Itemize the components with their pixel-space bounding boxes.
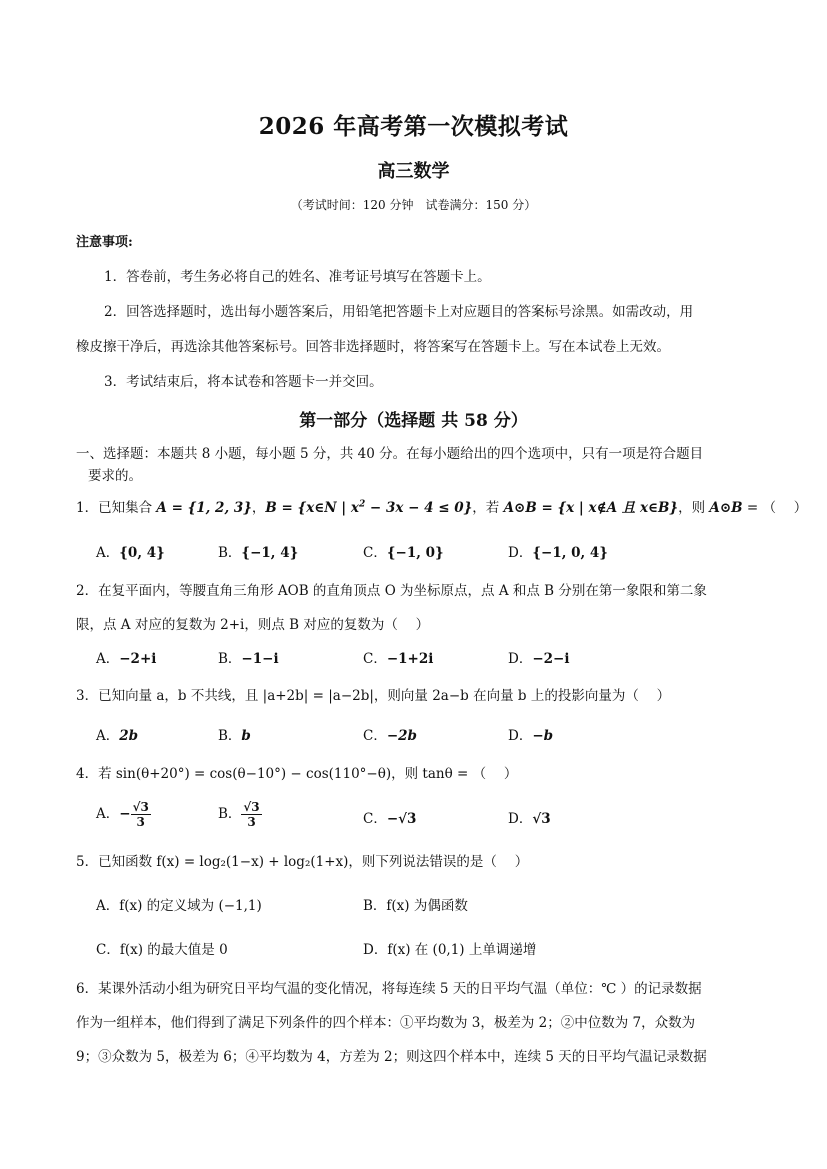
q5-option-a[interactable]: A．f(x) 的定义域为 (−1,1) bbox=[96, 898, 262, 914]
q4-option-c[interactable]: C．−√3 bbox=[363, 811, 417, 827]
q1-sep: ， bbox=[251, 500, 266, 516]
q4-a-fraction: $\frac{√3}{3}$ bbox=[132, 800, 149, 829]
q1-set-b: B = {x∈N | $x^2 - 3x - 4 \le 0$} bbox=[265, 499, 473, 516]
q1-option-b[interactable]: B．{−1, 4} bbox=[218, 545, 299, 561]
section-title: 第一部分（选择题 共 58 分） bbox=[299, 411, 528, 431]
q3-option-c[interactable]: C．−2b bbox=[363, 728, 417, 744]
q1-option-a[interactable]: A．{0, 4} bbox=[96, 545, 165, 561]
question-2-cont: 限，点 A 对应的复数为 2+i，则点 B 对应的复数为（ ） bbox=[76, 617, 430, 633]
q1-option-d[interactable]: D．{−1, 0, 4} bbox=[508, 545, 608, 561]
q5-option-d[interactable]: D．f(x) 在 (0,1) 上单调递增 bbox=[363, 942, 537, 958]
q3-option-b[interactable]: B．b bbox=[218, 728, 251, 744]
q1-ask: A⊙B bbox=[709, 500, 743, 516]
notice-item-2: 2．回答选择题时，选出每小题答案后，用铅笔把答题卡上对应题目的答案标号涂黑。如需改动，用 bbox=[104, 304, 694, 320]
section-intro: 一、选择题：本题共 8 小题，每小题 5 分，共 40 分。在每小题给出的四个选项中，只有一项是符合题目 bbox=[76, 446, 704, 462]
q4-option-b[interactable]: B． $\frac{√3}{3}$ bbox=[218, 800, 260, 829]
question-3: 3．已知向量 a，b 不共线，且 |a+2b| = |a−2b|，则向量 2a−b 在向量 b 上的投影向量为（ ） bbox=[76, 688, 671, 704]
q1-mid: ，若 bbox=[472, 500, 504, 516]
q5-option-b[interactable]: B．f(x) 为偶函数 bbox=[363, 898, 468, 914]
q1-end: ，则 bbox=[678, 500, 710, 516]
q1-def: A⊙B = {x | x∉A 且 x∈B} bbox=[503, 500, 679, 516]
exam-meta: （考试时间：120 分钟 试卷满分：150 分） bbox=[290, 198, 537, 212]
q4-option-a[interactable]: A．− $\frac{√3}{3}$ bbox=[96, 800, 149, 829]
question-6-cont-2: 9；③众数为 5，极差为 6；④平均数为 4，方差为 2；则这四个样本中，连续 5 天的日平均气温记录数据 bbox=[76, 1049, 707, 1065]
notice-heading: 注意事项: bbox=[76, 235, 133, 250]
q1-option-c[interactable]: C．{−1, 0} bbox=[363, 545, 444, 561]
q1-set-a: A = {1, 2, 3} bbox=[156, 500, 252, 516]
question-2: 2．在复平面内，等腰直角三角形 AOB 的直角顶点 O 为坐标原点，点 A 和点 B 分别在第一象限和第二象 bbox=[76, 583, 707, 599]
q2-option-c[interactable]: C．−1+2i bbox=[363, 651, 434, 667]
q3-option-d[interactable]: D．−b bbox=[508, 728, 554, 744]
notice-item-2-cont: 橡皮擦干净后，再选涂其他答案标号。回答非选择题时，将答案写在答题卡上。写在本试卷上无效。 bbox=[76, 339, 670, 355]
q4-option-d[interactable]: D．√3 bbox=[508, 811, 551, 827]
q5-option-c[interactable]: C．f(x) 的最大值是 0 bbox=[96, 942, 228, 958]
q2-option-b[interactable]: B．−1−i bbox=[218, 651, 279, 667]
question-6-cont-1: 作为一组样本，他们得到了满足下列条件的四个样本：①平均数为 3，极差为 2；②中位数为 7，众数为 bbox=[76, 1015, 696, 1031]
question-5: 5．已知函数 f(x) = log₂(1−x) + log₂(1+x)，则下列说法错误的是（ ） bbox=[76, 854, 529, 870]
q2-option-a[interactable]: A．−2+i bbox=[96, 651, 157, 667]
q4-b-fraction: $\frac{√3}{3}$ bbox=[243, 800, 260, 829]
question-4: 4．若 sin(θ+20°) = cos(θ−10°) − cos(110°−θ)，则 tanθ = （ ） bbox=[76, 766, 518, 782]
q3-option-a[interactable]: A．2b bbox=[96, 728, 139, 744]
section-intro-cont: 要求的。 bbox=[88, 468, 142, 484]
q1-prefix: 1．已知集合 bbox=[76, 500, 157, 516]
question-1 bbox=[76, 496, 807, 516]
notice-item-1: 1．答卷前，考生务必将自己的姓名、准考证号填写在答题卡上。 bbox=[104, 269, 491, 285]
question-6: 6．某课外活动小组为研究日平均气温的变化情况，将每连续 5 天的日平均气温（单位：℃ ）的记录数据 bbox=[76, 981, 702, 997]
notice-item-3: 3．考试结束后，将本试卷和答题卡一并交回。 bbox=[104, 374, 383, 390]
exam-title: 2026 年高考第一次模拟考试 bbox=[258, 113, 569, 140]
q1-blank: = （ ） bbox=[742, 500, 808, 516]
exam-subtitle: 高三数学 bbox=[377, 161, 450, 182]
q2-option-d[interactable]: D．−2−i bbox=[508, 651, 570, 667]
